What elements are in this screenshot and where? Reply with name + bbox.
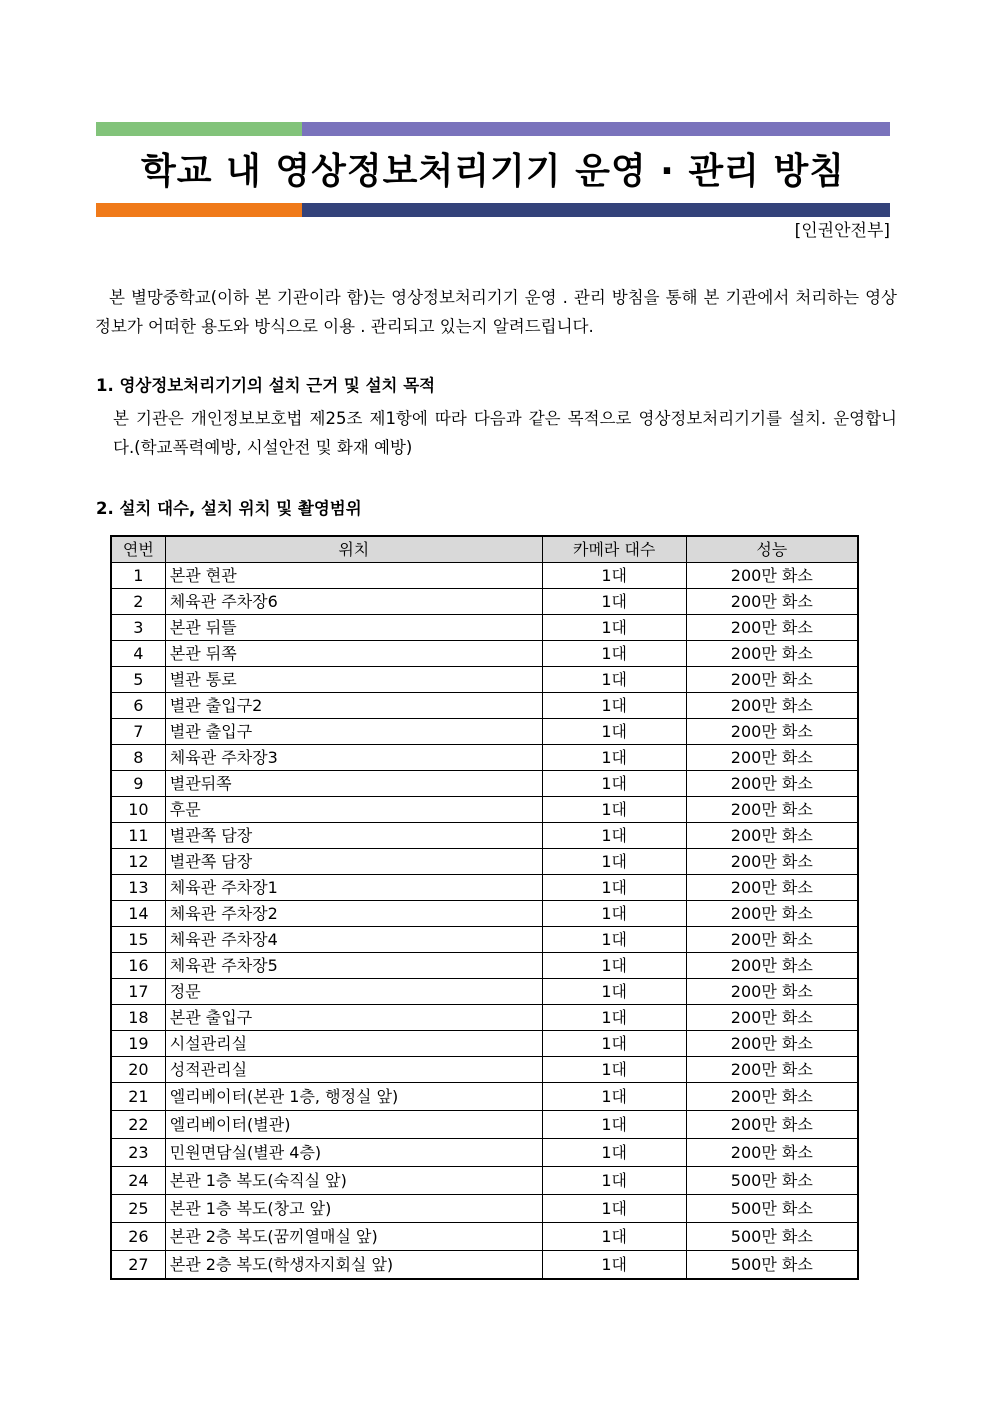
row-no: 23 — [111, 1139, 165, 1167]
table-row — [111, 875, 858, 901]
row-no: 4 — [111, 641, 165, 667]
row-performance: 500만 화소 — [686, 1251, 858, 1280]
row-performance: 200만 화소 — [686, 953, 858, 979]
row-camera-count: 1대 — [542, 1057, 686, 1083]
row-no: 1 — [111, 563, 165, 589]
row-camera-count: 1대 — [542, 667, 686, 693]
row-location: 체육관 주차장2 — [165, 901, 542, 927]
row-performance: 200만 화소 — [686, 875, 858, 901]
row-no: 8 — [111, 745, 165, 771]
row-location: 별관쪽 담장 — [165, 849, 542, 875]
row-no: 12 — [111, 849, 165, 875]
table-row — [111, 823, 858, 849]
table-row — [111, 927, 858, 953]
row-camera-count: 1대 — [542, 563, 686, 589]
row-location: 체육관 주차장1 — [165, 875, 542, 901]
row-camera-count: 1대 — [542, 615, 686, 641]
table-row — [111, 719, 858, 745]
row-no: 17 — [111, 979, 165, 1005]
table-row — [111, 641, 858, 667]
row-no: 3 — [111, 615, 165, 641]
row-no: 18 — [111, 1005, 165, 1031]
table-row — [111, 1111, 858, 1139]
header-location: 위치 — [165, 536, 542, 563]
row-location: 별관 출입구 — [165, 719, 542, 745]
row-no: 21 — [111, 1083, 165, 1111]
row-no: 20 — [111, 1057, 165, 1083]
row-performance: 200만 화소 — [686, 1083, 858, 1111]
table-row — [111, 979, 858, 1005]
table-row — [111, 771, 858, 797]
row-location: 민원면담실(별관 4층) — [165, 1139, 542, 1167]
table-row — [111, 1057, 858, 1083]
row-camera-count: 1대 — [542, 771, 686, 797]
row-performance: 200만 화소 — [686, 901, 858, 927]
row-no: 19 — [111, 1031, 165, 1057]
header-no: 연번 — [111, 536, 165, 563]
header-performance: 성능 — [686, 536, 858, 563]
row-camera-count: 1대 — [542, 693, 686, 719]
row-camera-count: 1대 — [542, 797, 686, 823]
row-performance: 500만 화소 — [686, 1223, 858, 1251]
row-camera-count: 1대 — [542, 979, 686, 1005]
table-row — [111, 849, 858, 875]
row-performance: 200만 화소 — [686, 667, 858, 693]
section1-body: 본 기관은 개인정보보호법 제25조 제1항에 따라 다음과 같은 목적으로 영상정보처리기기를 설치. 운영합니다.(학교폭력예방, 시설안전 및 화재 예방) — [113, 409, 897, 457]
row-location: 후문 — [165, 797, 542, 823]
row-camera-count: 1대 — [542, 1005, 686, 1031]
row-performance: 200만 화소 — [686, 693, 858, 719]
row-performance: 200만 화소 — [686, 563, 858, 589]
row-performance: 200만 화소 — [686, 745, 858, 771]
row-no: 5 — [111, 667, 165, 693]
row-camera-count: 1대 — [542, 1139, 686, 1167]
row-no: 2 — [111, 589, 165, 615]
row-camera-count: 1대 — [542, 1223, 686, 1251]
table-row — [111, 563, 858, 589]
intro-text: 본 별망중학교(이하 본 기관이라 함)는 영상정보처리기기 운영 . 관리 방침을 통해 본 기관에서 처리하는 영상정보가 어떠한 용도와 방식으로 이용 . 관리되고 있는지 알려드립니다. — [95, 288, 897, 336]
row-camera-count: 1대 — [542, 1251, 686, 1280]
table-row — [111, 953, 858, 979]
row-no: 22 — [111, 1111, 165, 1139]
row-camera-count: 1대 — [542, 953, 686, 979]
table-body — [111, 563, 858, 1280]
row-performance: 200만 화소 — [686, 641, 858, 667]
row-camera-count: 1대 — [542, 823, 686, 849]
row-performance: 200만 화소 — [686, 719, 858, 745]
row-performance: 200만 화소 — [686, 1031, 858, 1057]
table-header-row — [111, 536, 858, 563]
header-bar-bottom-left — [96, 203, 302, 217]
row-performance: 200만 화소 — [686, 1057, 858, 1083]
row-no: 10 — [111, 797, 165, 823]
row-location: 본관 1층 복도(숙직실 앞) — [165, 1167, 542, 1195]
row-performance: 200만 화소 — [686, 1005, 858, 1031]
table-row — [111, 1195, 858, 1223]
header-bar-bottom-right — [302, 203, 890, 217]
row-no: 26 — [111, 1223, 165, 1251]
row-no: 14 — [111, 901, 165, 927]
row-no: 27 — [111, 1251, 165, 1280]
row-camera-count: 1대 — [542, 927, 686, 953]
row-location: 본관 1층 복도(창고 앞) — [165, 1195, 542, 1223]
row-performance: 200만 화소 — [686, 589, 858, 615]
section2-heading: 2. 설치 대수, 설치 위치 및 촬영범위 — [96, 499, 362, 518]
row-location: 별관쪽 담장 — [165, 823, 542, 849]
table-row — [111, 693, 858, 719]
table-row — [111, 589, 858, 615]
row-location: 본관 2층 복도(꿈끼열매실 앞) — [165, 1223, 542, 1251]
row-location: 별관 출입구2 — [165, 693, 542, 719]
row-camera-count: 1대 — [542, 1195, 686, 1223]
row-location: 시설관리실 — [165, 1031, 542, 1057]
row-no: 9 — [111, 771, 165, 797]
row-location: 체육관 주차장4 — [165, 927, 542, 953]
table-row — [111, 615, 858, 641]
row-performance: 200만 화소 — [686, 615, 858, 641]
row-performance: 200만 화소 — [686, 771, 858, 797]
row-no: 11 — [111, 823, 165, 849]
row-location: 엘리베이터(본관 1층, 행정실 앞) — [165, 1083, 542, 1111]
header-bar-top-right — [302, 122, 890, 136]
table-row — [111, 1005, 858, 1031]
row-location: 본관 출입구 — [165, 1005, 542, 1031]
row-camera-count: 1대 — [542, 589, 686, 615]
row-no: 13 — [111, 875, 165, 901]
row-performance: 500만 화소 — [686, 1195, 858, 1223]
row-camera-count: 1대 — [542, 849, 686, 875]
row-location: 별관 통로 — [165, 667, 542, 693]
section1-heading: 1. 영상정보처리기기의 설치 근거 및 설치 목적 — [96, 376, 436, 395]
row-performance: 200만 화소 — [686, 927, 858, 953]
row-location: 정문 — [165, 979, 542, 1005]
row-no: 25 — [111, 1195, 165, 1223]
row-performance: 200만 화소 — [686, 823, 858, 849]
row-camera-count: 1대 — [542, 1111, 686, 1139]
row-location: 엘리베이터(별관) — [165, 1111, 542, 1139]
row-location: 성적관리실 — [165, 1057, 542, 1083]
row-location: 본관 현관 — [165, 563, 542, 589]
row-no: 15 — [111, 927, 165, 953]
table-row — [111, 1167, 858, 1195]
row-no: 6 — [111, 693, 165, 719]
row-no: 7 — [111, 719, 165, 745]
row-performance: 200만 화소 — [686, 849, 858, 875]
row-camera-count: 1대 — [542, 719, 686, 745]
cctv-table — [110, 535, 859, 1280]
row-camera-count: 1대 — [542, 641, 686, 667]
table-row — [111, 1251, 858, 1280]
row-performance: 200만 화소 — [686, 979, 858, 1005]
table-row — [111, 797, 858, 823]
row-camera-count: 1대 — [542, 901, 686, 927]
row-camera-count: 1대 — [542, 745, 686, 771]
row-location: 별관뒤쪽 — [165, 771, 542, 797]
table-row — [111, 667, 858, 693]
row-camera-count: 1대 — [542, 1083, 686, 1111]
department-label: [인권안전부] — [794, 221, 890, 241]
row-performance: 200만 화소 — [686, 1139, 858, 1167]
row-performance: 200만 화소 — [686, 1111, 858, 1139]
table-row — [111, 1139, 858, 1167]
row-location: 본관 2층 복도(학생자지회실 앞) — [165, 1251, 542, 1280]
table-row — [111, 901, 858, 927]
table-row — [111, 1083, 858, 1111]
row-location: 본관 뒤쪽 — [165, 641, 542, 667]
row-performance: 500만 화소 — [686, 1167, 858, 1195]
row-no: 16 — [111, 953, 165, 979]
row-camera-count: 1대 — [542, 875, 686, 901]
row-location: 본관 뒤뜰 — [165, 615, 542, 641]
row-camera-count: 1대 — [542, 1167, 686, 1195]
row-location: 체육관 주차장6 — [165, 589, 542, 615]
intro-paragraph — [95, 283, 897, 341]
row-location: 체육관 주차장5 — [165, 953, 542, 979]
document-title: 학교 내 영상정보처리기기 운영 · 관리 방침 — [140, 151, 846, 192]
row-location: 체육관 주차장3 — [165, 745, 542, 771]
row-no: 24 — [111, 1167, 165, 1195]
row-performance: 200만 화소 — [686, 797, 858, 823]
table-row — [111, 745, 858, 771]
header-bar-top-left — [96, 122, 302, 136]
row-camera-count: 1대 — [542, 1031, 686, 1057]
table-row — [111, 1223, 858, 1251]
table-row — [111, 1031, 858, 1057]
header-camera-count: 카메라 대수 — [542, 536, 686, 563]
